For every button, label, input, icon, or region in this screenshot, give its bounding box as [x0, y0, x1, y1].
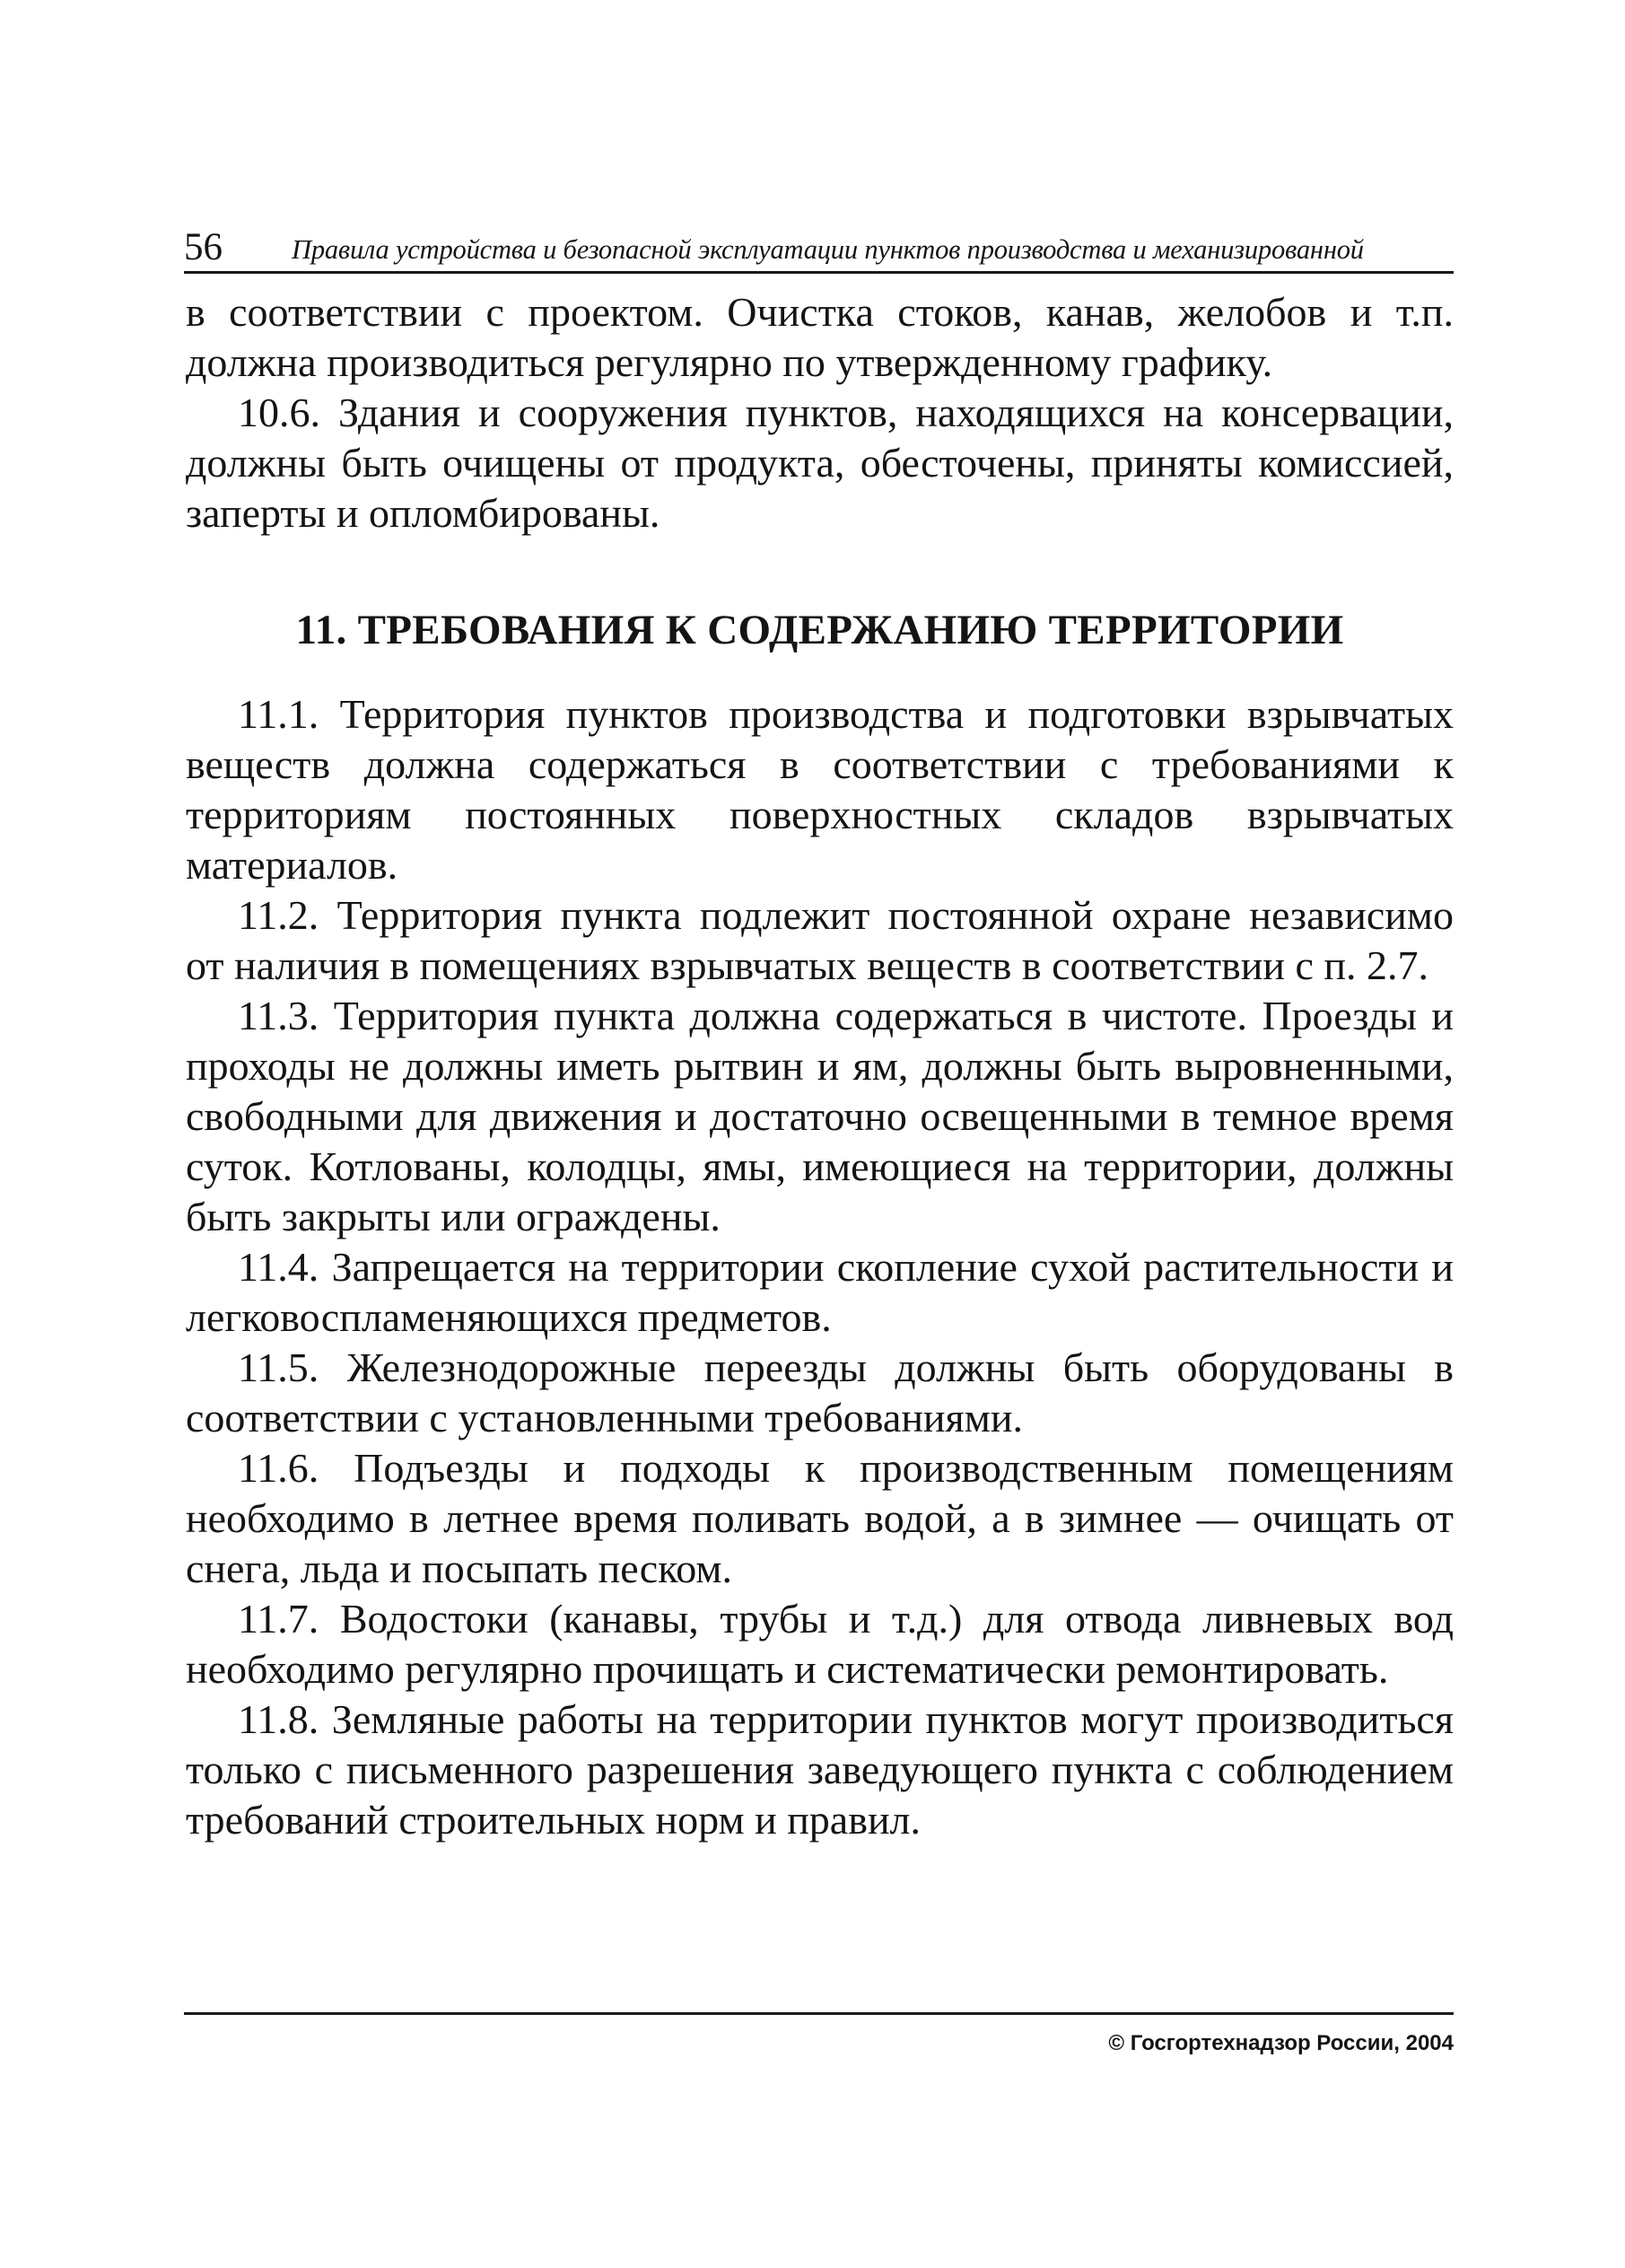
paragraph-11-4: 11.4. Запрещается на территории скопление сухой растительности и легковоспламеняющихся предметов. [186, 1244, 1454, 1340]
paragraph-11-5: 11.5. Железнодорожные переезды должны быть оборудованы в соответствии с установленными требованиями. [186, 1344, 1454, 1440]
paragraph-10-6: 10.6. Здания и сооружения пунктов, находящихся на консервации, должны быть очищены от продукта, обесточены, приняты комиссией, заперты и опломбированы. [186, 390, 1454, 536]
paragraph-11-7: 11.7. Водостоки (канавы, трубы и т.д.) для отвода ливневых вод необходимо регулярно прочищать и систематически ремонтировать. [186, 1596, 1454, 1692]
paragraph-11-1: 11.1. Территория пунктов производства и подготовки взрывчатых веществ должна содержаться в соответствии с требованиями к территориям постоянных поверхностных складов взрывчатых материалов. [186, 691, 1454, 888]
copyright-notice: © Госгортехнадзор России, 2004 [1108, 2031, 1454, 2055]
paragraph-11-6: 11.6. Подъезды и подходы к производственным помещениям необходимо в летнее время поливать водой, а в зимнее — очищать от снега, льда и посыпать песком. [186, 1445, 1454, 1591]
running-title: Правила устройства и безопасной эксплуатации пунктов производства и механизированной [292, 234, 1364, 265]
page-body [186, 287, 1454, 1845]
page-header [184, 226, 1454, 274]
page-number: 56 [184, 226, 223, 268]
paragraph-11-3: 11.3. Территория пункта должна содержаться в чистоте. Проезды и проходы не должны иметь рытвин и ям, должны быть выровненными, свободными для движения и достаточно освещенными в темное время суток. Котлованы, колодцы, ямы, имеющиеся на территории, должны быть закрыты или ограждены. [186, 993, 1454, 1239]
paragraph-continuation: в соответствии с проектом. Очистка стоков, канав, желобов и т.п. должна производиться регулярно по утвержденному графику. [186, 289, 1454, 385]
footer-divider [184, 2012, 1454, 2015]
paragraph-11-8: 11.8. Земляные работы на территории пунктов могут производиться только с письменного разрешения заведующего пункта с соблюдением требований строительных норм и правил. [186, 1696, 1454, 1843]
section-heading: 11. ТРЕБОВАНИЯ К СОДЕРЖАНИЮ ТЕРРИТОРИИ [295, 607, 1344, 653]
paragraph-11-2: 11.2. Территория пункта подлежит постоянной охране независимо от наличия в помещениях взрывчатых веществ в соответствии с п. 2.7. [186, 892, 1454, 988]
